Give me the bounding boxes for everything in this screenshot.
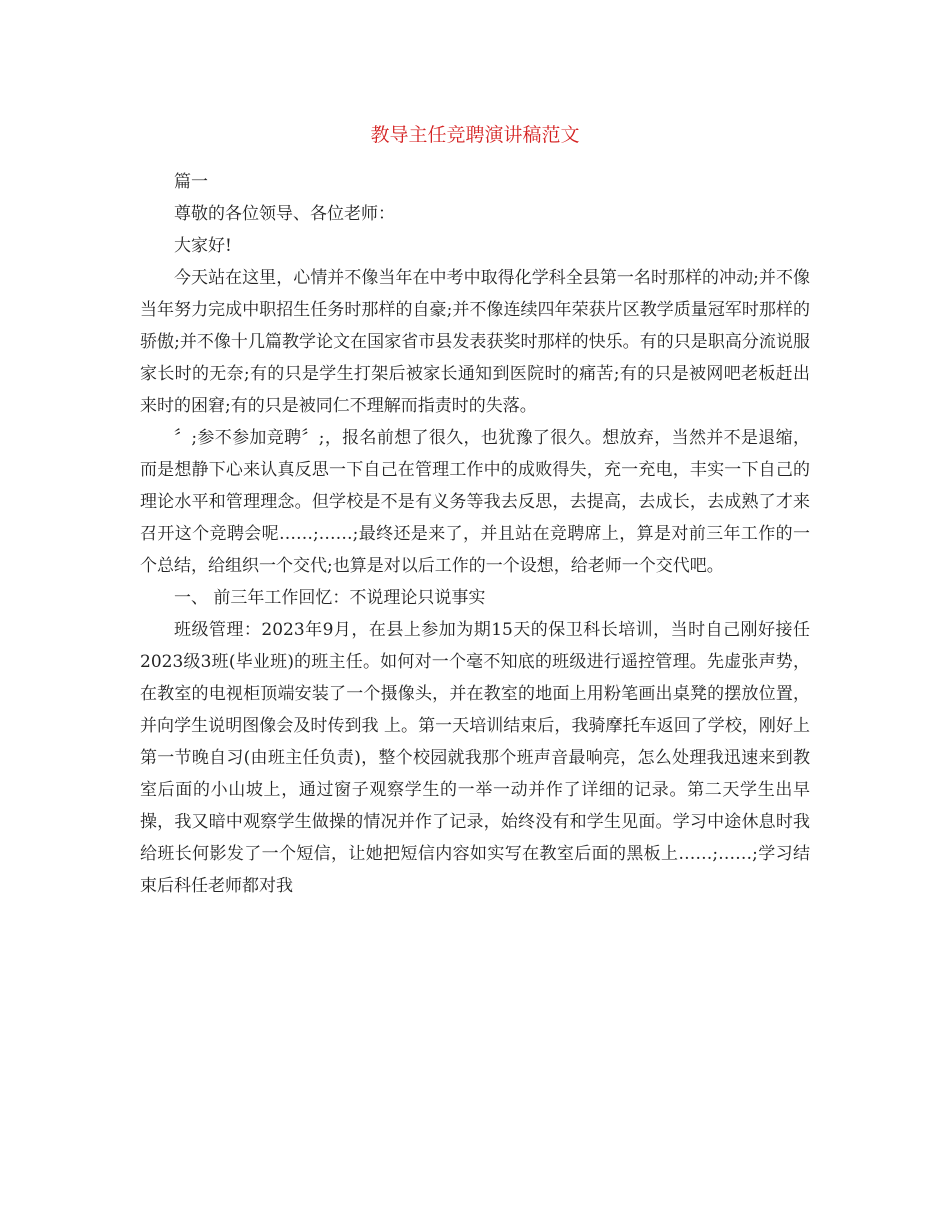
paragraph-section-label: 篇一 xyxy=(174,172,208,192)
paragraph-opening: 今天站在这里，心情并不像当年在中考中取得化学科全县第一名时那样的冲动;并不像当年努力完成中职招生任务时那样的自豪;并不像连续四年荣获片区教学质量冠军时那样的骄傲;并不像十几篇教学论文在国家省市县发表获奖时那样的快乐。有的只是职高分流说服家长时的无奈;有的只是学生打架后被家长通知到医院时的痛苦;有的只是被网吧老板赶出来时的困窘;有的只是被同仁不理解而指责时的失落。 xyxy=(140,268,810,416)
paragraph-section-heading: 一、 前三年工作回忆：不说理论只说事实 xyxy=(174,588,486,608)
paragraph-class-management: 班级管理：2023年9月，在县上参加为期15天的保卫科长培训，当时自己刚好接任2023级3班(毕业班)的班主任。如何对一个毫不知底的班级进行遥控管理。先虚张声势，在教室的电视柜顶端安装了一个摄像头，并在教室的地面上用粉笔画出桌凳的摆放位置，并向学生说明图像会及时传到我 上。第一天培训结束后，我骑摩托车返回了学校，刚好上第一节晚自习(由班主任负责)，整个校园就我那个班声音最响亮，怎么处理我迅速来到教室后面的小山坡上，通过窗子观察学生的一举一动并作了详细的记录。第二天学生出早操，我又暗中观察学生做操的情况并作了记录，始终没有和学生见面。学习中途休息时我给班长何影发了一个短信，让她把短信内容如实写在教室后面的黑板上……;……;学习结束后科任老师都对我 xyxy=(140,620,810,896)
paragraph-greeting: 大家好! xyxy=(174,236,232,256)
document-body xyxy=(140,166,810,902)
document-title: 教导主任竞聘演讲稿范文 xyxy=(370,124,580,146)
paragraph-salutation: 尊敬的各位领导、各位老师： xyxy=(174,204,395,224)
paragraph-hesitation: 〞;参不参加竞聘〞;，报名前想了很久，也犹豫了很久。想放弃，当然并不是退缩，而是想静下心来认真反思一下自己在管理工作中的成败得失，充一充电，丰实一下自己的理论水平和管理理念。但学校是不是有义务等我去反思，去提高，去成长，去成熟了才来召开这个竞聘会呢……;……;最终还是来了，并且站在竞聘席上，算是对前三年工作的一个总结，给组织一个交代;也算是对以后工作的一个设想，给老师一个交代吧。 xyxy=(140,428,810,576)
